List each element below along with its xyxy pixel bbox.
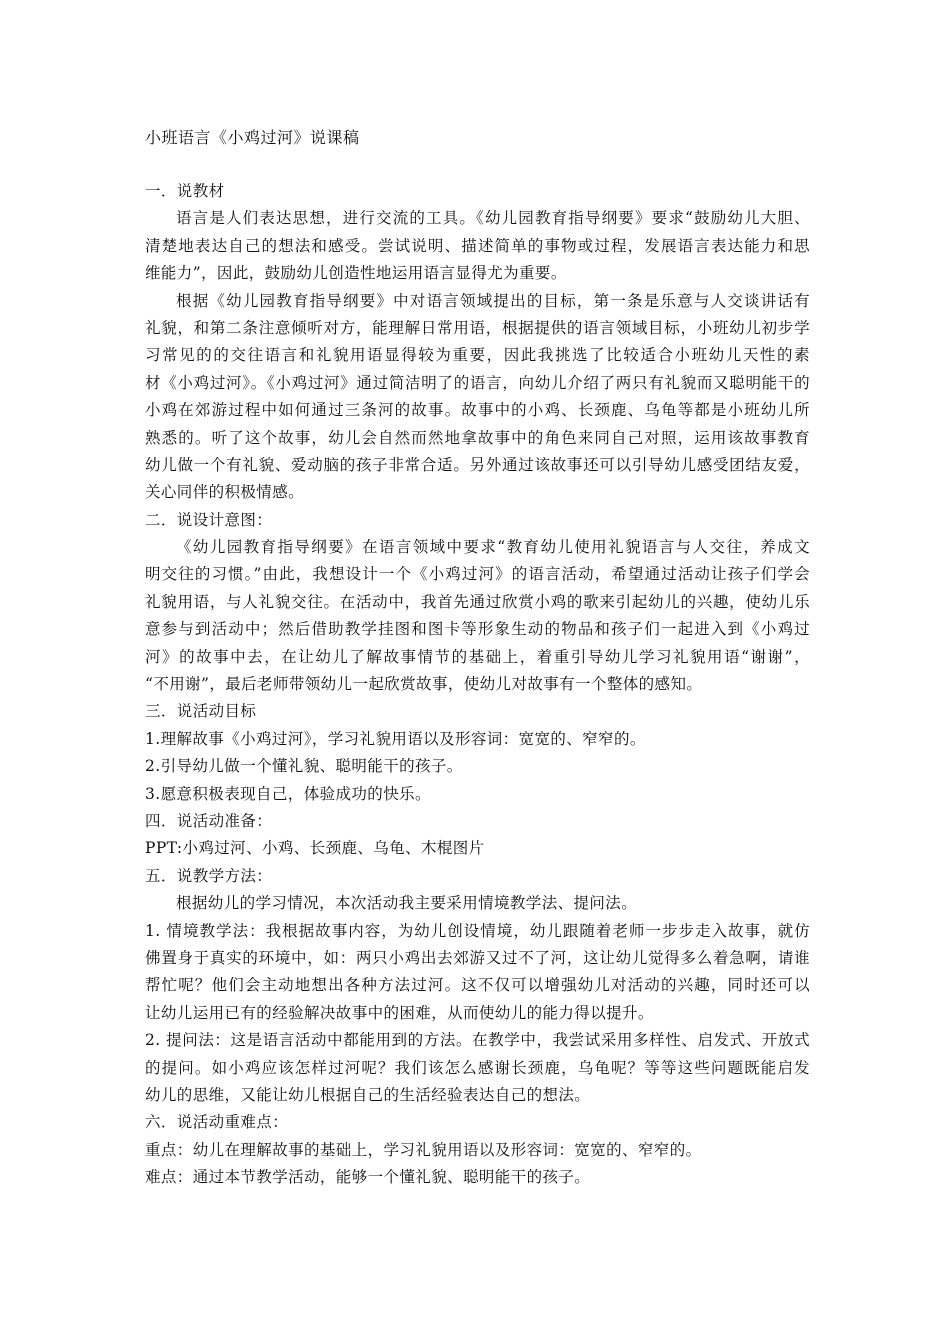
paragraph-line: 《幼儿园教育指导纲要》在语言领域中要求“教育幼儿使用礼貌语言与人交往，养成文 (176, 538, 810, 557)
paragraph-line: 明交往的习惯。”由此，我想设计一个《小鸡过河》的语言活动，希望通过活动让孩子们学会 (145, 565, 810, 584)
paragraph-line: 清楚地表达自己的想法和感受。尝试说明、描述简单的事物或过程，发展语言表达能力和思 (145, 236, 810, 255)
section-heading-5: 五．说教学方法： (145, 866, 273, 885)
section-heading-1: 一．说教材 (145, 182, 225, 200)
section-heading-3: 三．说活动目标 (145, 702, 257, 721)
paragraph-line: 语言是人们表达思想，进行交流的工具。《幼儿园教育指导纲要》要求“鼓励幼儿大胆、 (176, 209, 810, 228)
list-item: 1. 情境教学法：我根据故事内容，为幼儿创设情境，幼儿跟随着老师一步步走入故事，就仿 (145, 921, 810, 940)
paragraph-line: 河》的故事中去，在让幼儿了解故事情节的基础上，着重引导幼儿学习礼貌用语“谢谢”， (145, 647, 810, 666)
list-item: 3.愿意积极表现自己，体验成功的快乐。 (145, 784, 431, 803)
paragraph-line: 小鸡在郊游过程中如何通过三条河的故事。故事中的小鸡、长颈鹿、乌龟等都是小班幼儿所 (145, 401, 810, 420)
section-heading-6: 六．说活动重难点： (145, 1113, 289, 1132)
paragraph-line: 礼貌，和第二条注意倾听对方，能理解日常用语，根据提供的语言领域目标，小班幼儿初步学 (145, 318, 810, 337)
paragraph-line: “不用谢”，最后老师带领幼儿一起欣赏故事，使幼儿对故事有一个整体的感知。 (145, 675, 703, 694)
paragraph-line: PPT:小鸡过河、小鸡、长颈鹿、乌龟、木棍图片 (145, 839, 485, 858)
paragraph-line: 关心同伴的积极情感。 (145, 483, 305, 502)
list-item: 1.理解故事《小鸡过河》，学习礼貌用语以及形容词：宽宽的、窄窄的。 (145, 729, 646, 748)
section-heading-2: 二．说设计意图： (145, 510, 273, 529)
document-body (145, 178, 810, 1191)
paragraph-line: 的提问。如小鸡应该怎样过河呢？我们该怎么感谢长颈鹿，乌龟呢？等等这些问题既能启发 (145, 1058, 810, 1077)
paragraph-line: 帮忙呢？他们会主动地想出各种方法过河。这不仅可以增强幼儿对活动的兴趣，同时还可以 (145, 976, 810, 995)
list-item: 2.引导幼儿做一个懂礼貌、聪明能干的孩子。 (145, 757, 463, 776)
section-heading-4: 四．说活动准备： (145, 811, 273, 830)
list-item: 2. 提问法：这是语言活动中都能用到的方法。在教学中，我尝试采用多样性、启发式、开放式 (145, 1031, 810, 1050)
paragraph-line: 幼儿做一个有礼貌、爱动脑的孩子非常合适。另外通过该故事还可以引导幼儿感受团结友爱， (145, 455, 810, 474)
paragraph-line: 难点：通过本节教学活动，能够一个懂礼貌、聪明能干的孩子。 (145, 1168, 591, 1187)
paragraph-line: 礼貌用语，与人礼貌交往。在活动中，我首先通过欣赏小鸡的歌来引起幼儿的兴趣，使幼儿乐 (145, 592, 810, 611)
document-title: 小班语言《小鸡过河》说课稿 (145, 128, 360, 147)
paragraph-line: 重点：幼儿在理解故事的基础上，学习礼貌用语以及形容词：宽宽的、窄窄的。 (145, 1140, 702, 1159)
paragraph-line: 习常见的的交往语言和礼貌用语显得较为重要，因此我挑选了比较适合小班幼儿天性的素 (145, 346, 810, 365)
paragraph-line: 维能力”，因此，鼓励幼儿创造性地运用语言显得尤为重要。 (145, 264, 567, 283)
paragraph-line: 意参与到活动中；然后借助教学挂图和图卡等形象生动的物品和孩子们一起进入到《小鸡过 (145, 620, 810, 639)
paragraph-line: 让幼儿运用已有的经验解决故事中的困难，从而使幼儿的能力得以提升。 (145, 1003, 654, 1022)
paragraph-line: 材《小鸡过河》。《小鸡过河》通过简洁明了的语言，向幼儿介绍了两只有礼貌而又聪明能干的 (145, 373, 810, 392)
paragraph-line: 根据《幼儿园教育指导纲要》中对语言领域提出的目标，第一条是乐意与人交谈讲话有 (176, 291, 810, 310)
paragraph-line: 佛置身于真实的环境中，如：两只小鸡出去郊游又过不了河，这让幼儿觉得多么着急啊，请谁 (145, 948, 810, 967)
paragraph-line: 根据幼儿的学习情况，本次活动我主要采用情境教学法、提问法。 (176, 894, 638, 913)
paragraph-line: 幼儿的思维，又能让幼儿根据自己的生活经验表达自己的想法。 (145, 1085, 591, 1104)
paragraph-line: 熟悉的。听了这个故事，幼儿会自然而然地拿故事中的角色来同自己对照，运用该故事教育 (145, 428, 810, 447)
